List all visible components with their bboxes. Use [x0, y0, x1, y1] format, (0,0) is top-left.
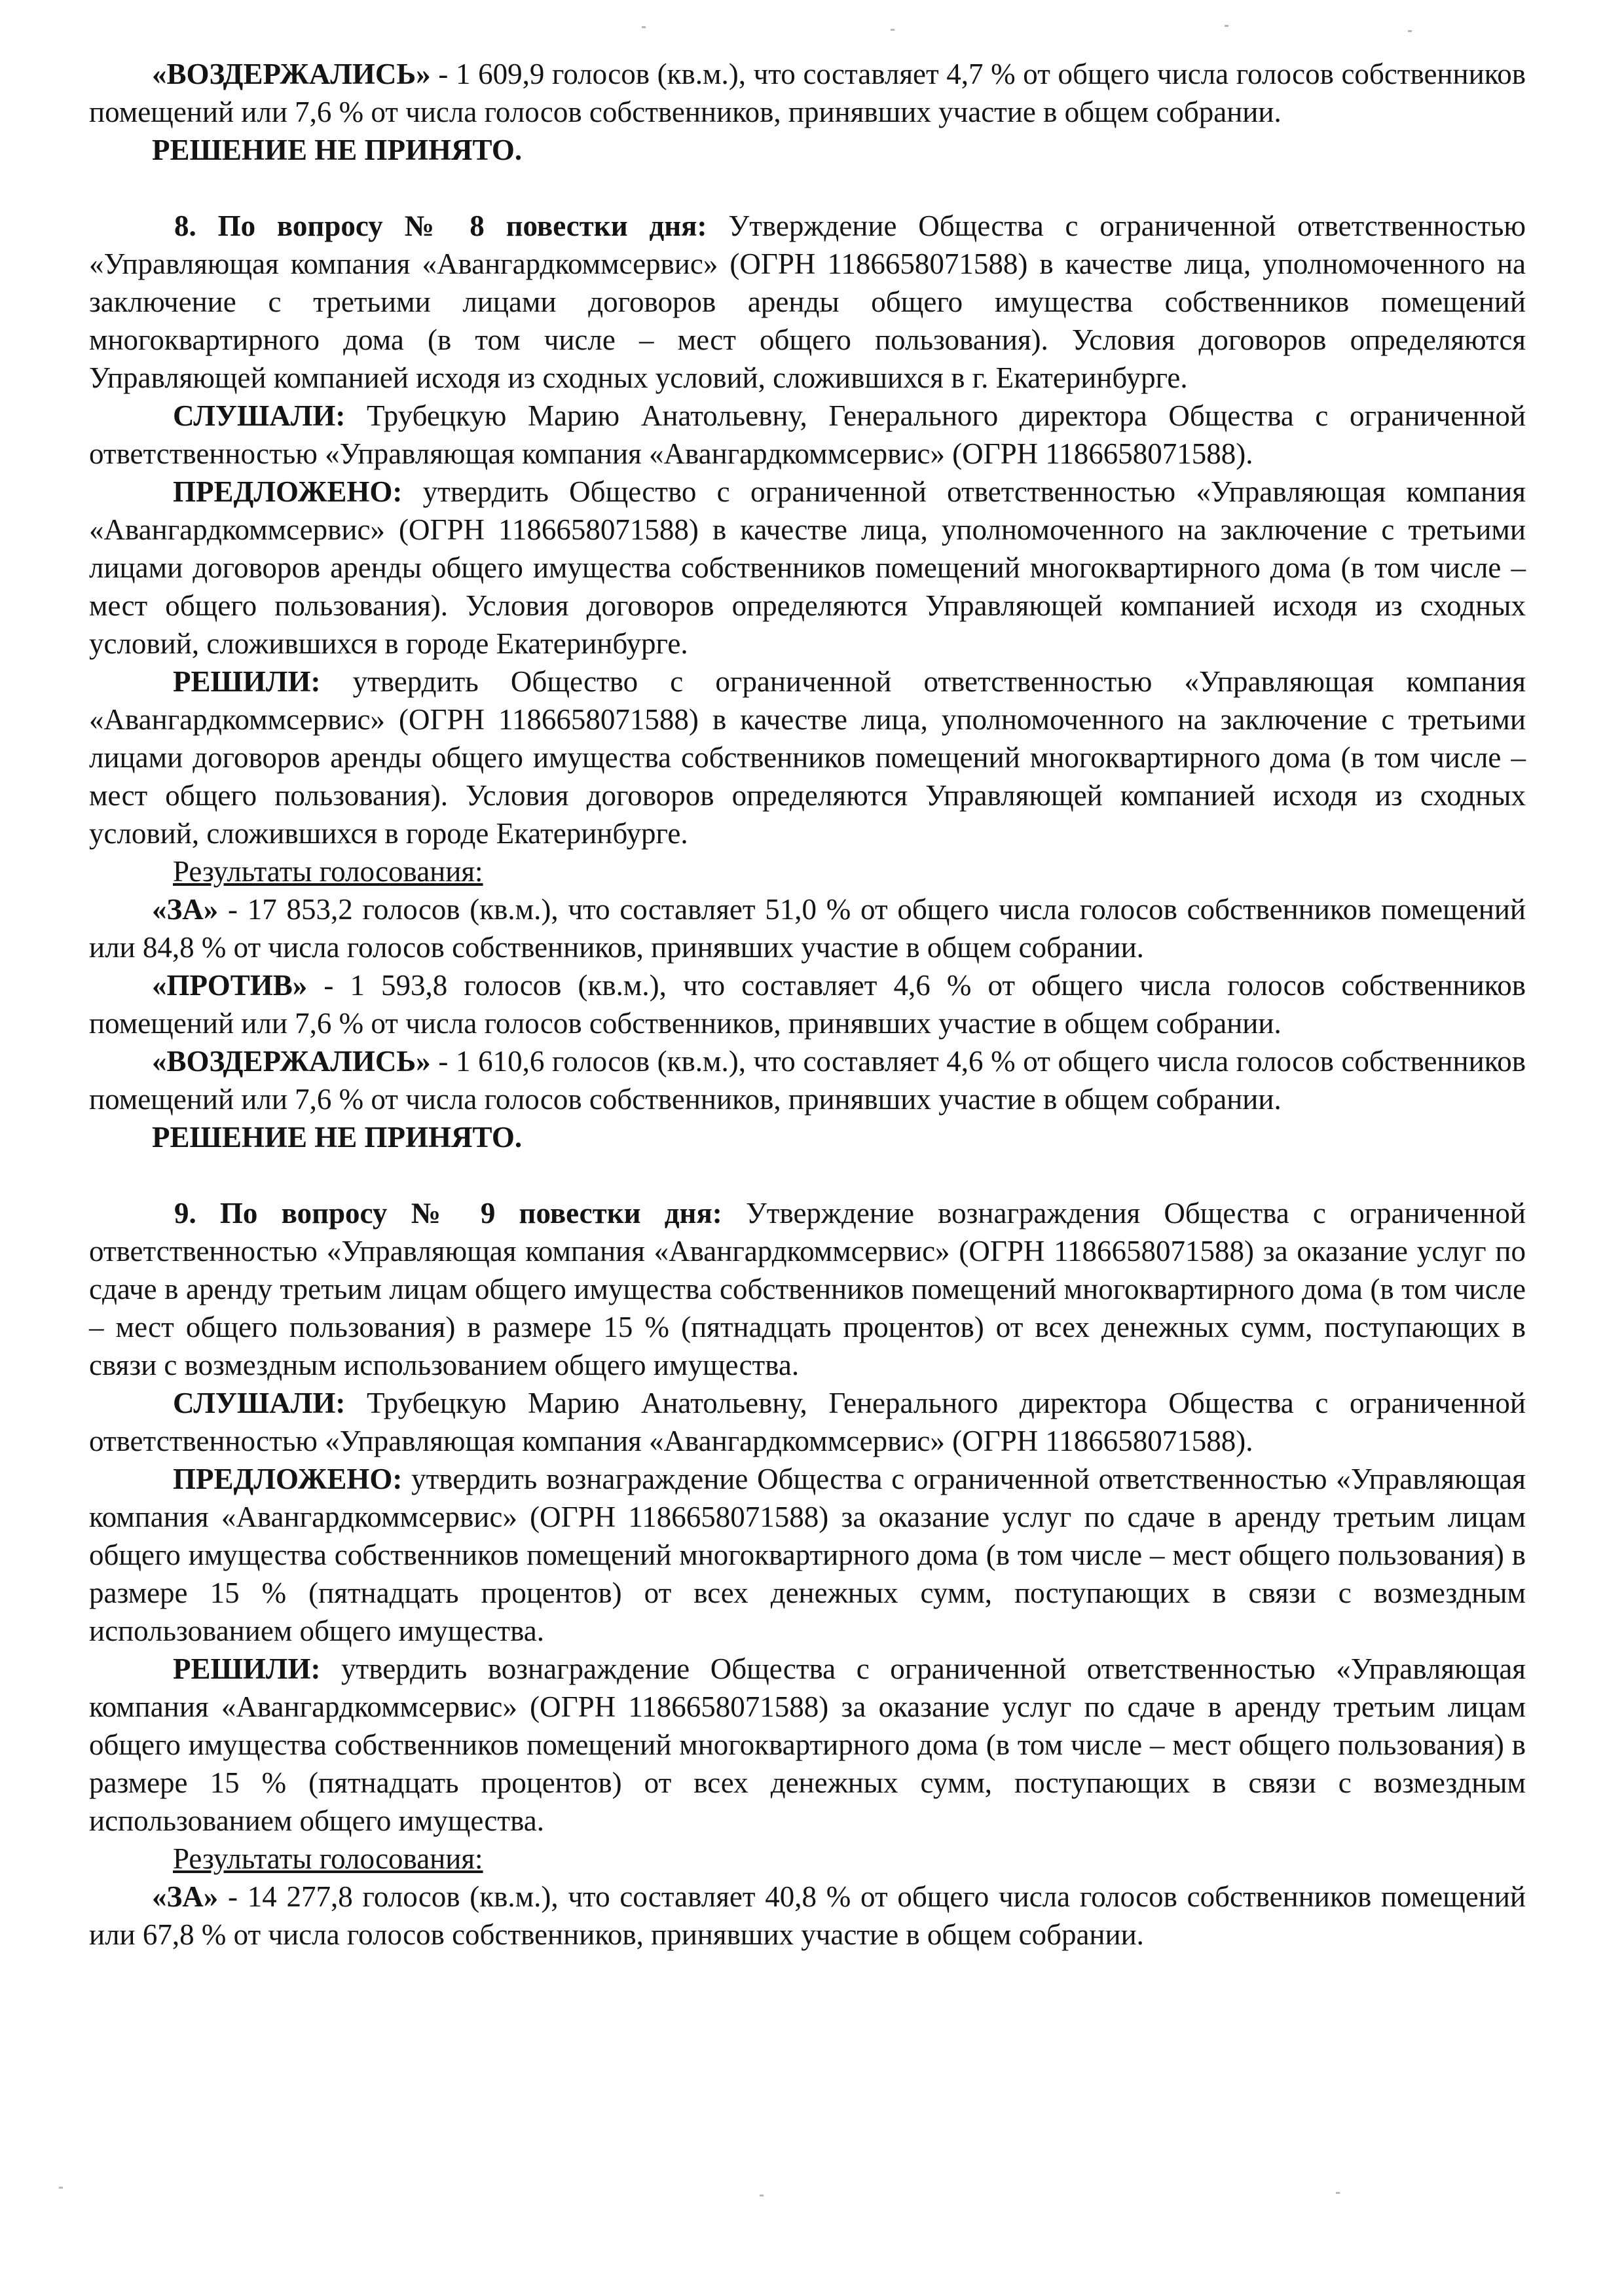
heard-paragraph — [89, 397, 1526, 473]
for-label: «ЗА» — [152, 1880, 219, 1913]
decided-text: утвердить вознаграждение Общества с ограниченной ответственностью «Управляющая компания «Авангардкоммсервис» (ОГРН 1186658071588) за оказание услуг по сдаче в аренду третьим лицам общего имущества собственников помещений многоквартирного дома (в том числе – мест общего пользования) в размере 15 % (пятнадцать процентов) от всех денежных сумм, поступающих в связи с возмездным использованием общего имущества. — [89, 1652, 1526, 1837]
heard-text: Трубецкую Марию Анатольевну, Генерального директора Общества с ограниченной ответственностью «Управляющая компания «Авангардкоммсервис» (ОГРН 1186658071588). — [89, 399, 1526, 470]
item-number: 8. — [174, 210, 196, 242]
results-label: Результаты голосования: — [173, 855, 483, 888]
for-result — [89, 890, 1526, 966]
results-heading — [89, 1840, 1526, 1878]
results-heading — [89, 852, 1526, 890]
against-result — [89, 966, 1526, 1042]
proposed-paragraph — [89, 473, 1526, 663]
scan-speck — [1408, 30, 1412, 32]
scan-speck — [59, 2187, 63, 2189]
against-label: «ПРОТИВ» — [152, 969, 308, 1002]
scan-speck — [1225, 25, 1228, 27]
spacer — [89, 169, 1526, 207]
for-result — [89, 1878, 1526, 1954]
for-text: - 17 853,2 голосов (кв.м.), что составляет 51,0 % от общего числа голосов собственников помещений или 84,8 % от числа голосов собственников, принявших участие в общем собрании. — [89, 893, 1526, 964]
spacer — [89, 1156, 1526, 1194]
decision-status: РЕШЕНИЕ НЕ ПРИНЯТО. — [152, 134, 523, 166]
results-label: Результаты голосования: — [173, 1842, 483, 1875]
decision-status: РЕШЕНИЕ НЕ ПРИНЯТО. — [152, 1121, 523, 1154]
heard-label: СЛУШАЛИ: — [173, 399, 346, 432]
proposed-label: ПРЕДЛОЖЕНО: — [173, 1463, 403, 1495]
proposed-label: ПРЕДЛОЖЕНО: — [173, 475, 403, 508]
question-text: Утверждение вознаграждения Общества с ограниченной ответственностью «Управляющая компания «Авангардкоммсервис» (ОГРН 1186658071588) за оказание услуг по сдаче в аренду третьим лицам общего имущества собственников помещений многоквартирного дома (в том числе – мест общего пользования) в размере 15 % (пятнадцать процентов) от всех денежных сумм, поступающих в связи с возмездным использованием общего имущества. — [89, 1197, 1526, 1381]
decided-text: утвердить Общество с ограниченной ответственностью «Управляющая компания «Авангардкоммсервис» (ОГРН 1186658071588) в качестве лица, уполномоченного на заключение с третьими лицами договоров аренды общего имущества собственников помещений многоквартирного дома (в том числе – мест общего пользования). Условия договоров определяются Управляющей компанией исходя из сходных условий, сложившихся в городе Екатеринбурге. — [89, 665, 1526, 850]
proposed-paragraph — [89, 1460, 1526, 1650]
abstained-result — [89, 1042, 1526, 1118]
proposed-text: утвердить вознаграждение Общества с ограниченной ответственностью «Управляющая компания «Авангардкоммсервис» (ОГРН 1186658071588) за оказание услуг по сдаче в аренду третьим лицам общего имущества собственников помещений многоквартирного дома (в том числе – мест общего пользования) в размере 15 % (пятнадцать процентов) от всех денежных сумм, поступающих в связи с возмездным использованием общего имущества. — [89, 1463, 1526, 1647]
for-text: - 14 277,8 голосов (кв.м.), что составляет 40,8 % от общего числа голосов собственников помещений или 67,8 % от числа голосов собственников, принявших участие в общем собрании. — [89, 1880, 1526, 1951]
heard-label: СЛУШАЛИ: — [173, 1387, 346, 1419]
abstained-result — [89, 55, 1526, 131]
item-number: 9. — [174, 1197, 196, 1230]
agenda-item-8 — [89, 207, 1526, 397]
abstained-label: «ВОЗДЕРЖАЛИСЬ» — [152, 1045, 431, 1078]
decided-paragraph — [89, 1650, 1526, 1840]
document-body — [89, 55, 1526, 1954]
for-label: «ЗА» — [152, 893, 219, 926]
question-label: По вопросу № 9 повестки дня: — [219, 1197, 722, 1230]
scan-speck — [642, 26, 646, 28]
decided-label: РЕШИЛИ: — [173, 665, 321, 698]
question-label: По вопросу № 8 повестки дня: — [217, 210, 707, 242]
heard-text: Трубецкую Марию Анатольевну, Генерального директора Общества с ограниченной ответственностью «Управляющая компания «Авангардкоммсервис» (ОГРН 1186658071588). — [89, 1387, 1526, 1457]
abstained-text: - 1 609,9 голосов (кв.м.), что составляет 4,7 % от общего числа голосов собственников помещений или 7,6 % от числа голосов собственников, принявших участие в общем собрании. — [89, 58, 1526, 128]
heard-paragraph — [89, 1384, 1526, 1460]
agenda-item-9 — [89, 1194, 1526, 1384]
decided-label: РЕШИЛИ: — [173, 1652, 321, 1685]
question-text: Утверждение Общества с ограниченной ответственностью «Управляющая компания «Авангардкоммсервис» (ОГРН 1186658071588) в качестве лица, уполномоченного на заключение с третьими лицами договоров аренды общего имущества собственников помещений многоквартирного дома (в том числе – мест общего пользования). Условия договоров определяются Управляющей компанией исходя из сходных условий, сложившихся в г. Екатеринбурге. — [89, 210, 1526, 394]
abstained-label: «ВОЗДЕРЖАЛИСЬ» — [152, 58, 431, 90]
scan-speck — [1336, 2192, 1340, 2194]
against-text: - 1 593,8 голосов (кв.м.), что составляет 4,6 % от общего числа голосов собственников помещений или 7,6 % от числа голосов собственников, принявших участие в общем собрании. — [89, 969, 1526, 1040]
decided-paragraph — [89, 663, 1526, 852]
scan-speck — [760, 2195, 764, 2196]
proposed-text: утвердить Общество с ограниченной ответственностью «Управляющая компания «Авангардкоммсервис» (ОГРН 1186658071588) в качестве лица, уполномоченного на заключение с третьими лицами договоров аренды общего имущества собственников помещений многоквартирного дома (в том числе – мест общего пользования). Условия договоров определяются Управляющей компанией исходя из сходных условий, сложившихся в городе Екатеринбурге. — [89, 475, 1526, 660]
abstained-text: - 1 610,6 голосов (кв.м.), что составляет 4,6 % от общего числа голосов собственников помещений или 7,6 % от числа голосов собственников, принявших участие в общем собрании. — [89, 1045, 1526, 1116]
scan-speck — [891, 29, 895, 31]
